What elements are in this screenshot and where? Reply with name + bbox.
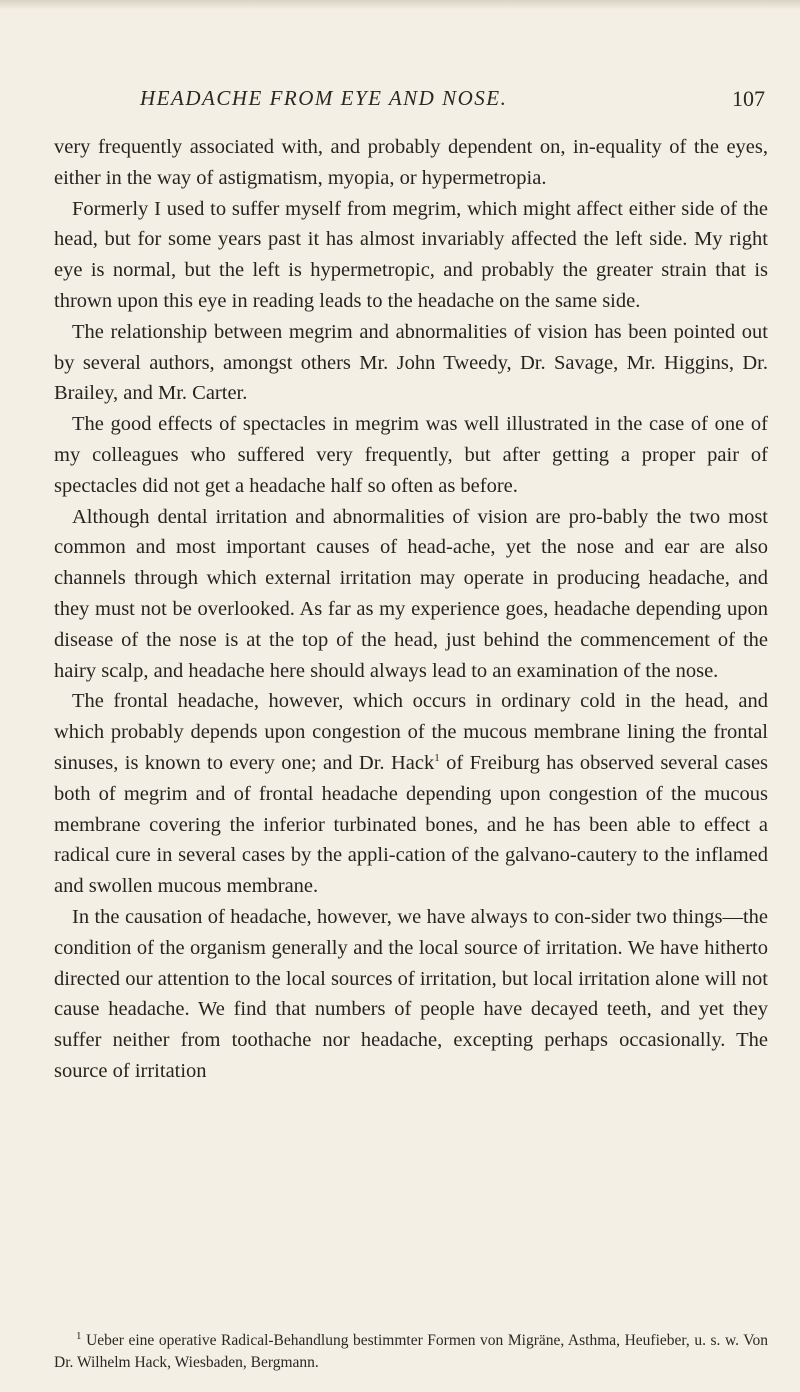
paragraph-continued: very frequently associated with, and probably dependent on, in-equality of the eyes, either in the way of astigmatism, myopia, or hypermetropia. [54,136,768,189]
paragraph-text-part: The frontal headache, however, which occurs in ordinary cold in the head, and which probably depends upon congestion of the mucous membrane lining the frontal sinuses, is known to every one; and Dr. Hack [54,690,768,774]
page-top-edge [0,0,800,10]
footnote [54,1330,768,1374]
footnote-text: Ueber eine operative Radical-Behandlung bestimmter Formen von Migräne, Asthma, Heufieber, u. s. w. Von Dr. Wilhelm Hack, Wiesbaden, Bergmann. [54,1332,769,1371]
paragraph: The relationship between megrim and abnormalities of vision has been pointed out by several authors, amongst others Mr. John Tweedy, Dr. Savage, Mr. Higgins, Dr. Brailey, and Mr. Carter. [54,320,768,405]
footnote-reference: 1 [434,752,440,765]
paragraph: In the causation of headache, however, we have always to con-sider two things—the condition of the organism generally and the local source of irritation. We have hitherto directed our attention to the local sources of irritation, but local irritation alone will not cause headache. We find that numbers of people have decayed teeth, and yet they suffer neither from toothache nor headache, excepting perhaps occasionally. The source of irritation [54,905,768,1082]
paragraph: Although dental irritation and abnormalities of vision are pro-bably the two most common and most important causes of head-ache, yet the nose and ear are also channels through which external irritation may operate in producing headache, and they must not be overlooked. As far as my experience goes, headache depending upon disease of the nose is at the top of the head, just behind the commencement of the hairy scalp, and headache here should always lead to an examination of the nose. [54,505,768,682]
footnote-marker: 1 [76,1329,82,1342]
page-header [110,86,765,118]
running-head: HEADACHE FROM EYE AND NOSE. [140,86,508,110]
paragraph: The good effects of spectacles in megrim was well illustrated in the case of one of my colleagues who suffered very frequently, but after getting a proper pair of spectacles did not get a headache half so often as before. [54,413,768,497]
paragraph-with-footnote-ref [54,686,768,902]
paragraph: Formerly I used to suffer myself from megrim, which might affect either side of the head, but for some years past it has almost invariably affected the left side. My right eye is normal, but the left is hypermetropic, and probably the greater strain that is thrown upon this eye in reading leads to the headache on the same side. [54,197,768,312]
body-text [54,132,768,1087]
paragraph-text-part: of Freiburg has observed several cases both of megrim and of frontal headache depending upon congestion of the mucous membrane covering the inferior turbinated bones, and he has been able to effect a radical cure in several cases by the appli-cation of the galvano-cautery to the inflamed and swollen mucous membrane. [54,751,769,898]
page-number: 107 [732,86,765,111]
